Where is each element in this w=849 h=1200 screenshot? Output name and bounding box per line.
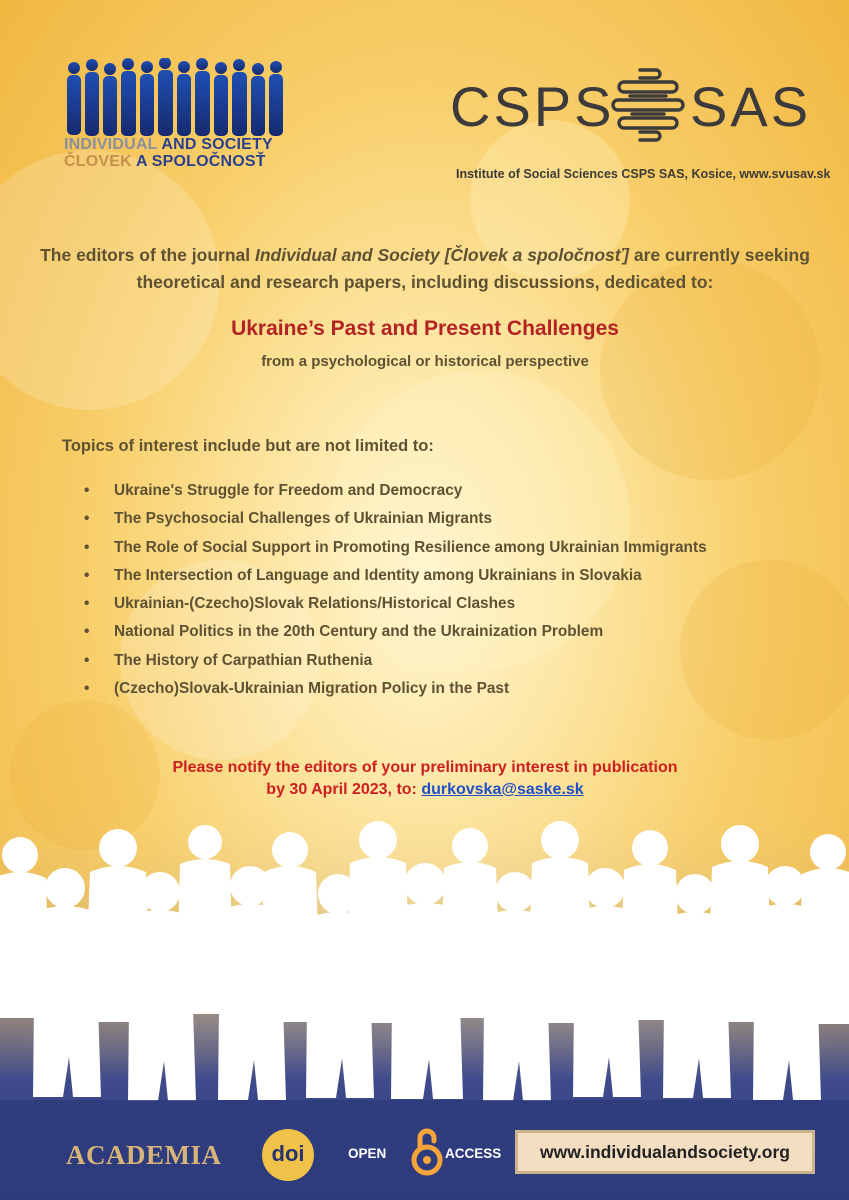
topic-item: • Ukraine's Struggle for Freedom and Democracy: [84, 482, 707, 510]
topic-item: • The Role of Social Support in Promoting Resilience among Ukrainian Immigrants: [84, 539, 707, 567]
logo-word-and-society: AND SOCIETY: [161, 136, 273, 153]
open-access-open: OPEN: [348, 1146, 387, 1161]
institute-logo: [450, 60, 812, 180]
logo-word-clovek: ČLOVEK: [64, 153, 132, 170]
notify-line2: [40, 779, 810, 801]
intro-part1: The editors of the journal: [40, 245, 255, 265]
email-link[interactable]: durkovska@saske.sk: [421, 781, 584, 798]
institute-logo-csps: CSPS: [450, 75, 615, 138]
logo-word-individual: INDIVIDUAL: [64, 136, 158, 153]
topic-item: • (Czecho)Slovak-Ukrainian Migration Policy in the Past: [84, 680, 707, 708]
doi-logo: [262, 1129, 314, 1181]
website-url-box[interactable]: [515, 1130, 815, 1174]
call-subtitle: from a psychological or historical perspective: [261, 353, 589, 370]
call-title: Ukraine’s Past and Present Challenges: [231, 317, 619, 340]
topics-intro: Topics of interest include but are not limited to:: [62, 437, 434, 455]
topics-list: [84, 482, 707, 708]
intro-part2: are currently seeking theoretical and research papers, including discussions, dedicated to:: [136, 245, 810, 292]
open-access-access: ACCESS: [445, 1146, 502, 1161]
institute-line: Institute of Social Sciences CSPS SAS, Kosice, www.svusav.sk: [456, 167, 831, 181]
academia-logo: ACADEMIA: [66, 1140, 222, 1170]
open-access-lock-icon: [411, 1126, 443, 1176]
website-url[interactable]: www.individualandsociety.org: [540, 1142, 790, 1162]
topic-item: • Ukrainian-(Czecho)Slovak Relations/Historical Clashes: [84, 595, 707, 623]
topic-item: • The Intersection of Language and Identity among Ukrainians in Slovakia: [84, 567, 707, 595]
doi-label: doi: [271, 1141, 305, 1166]
institute-logo-sas: SAS: [690, 75, 812, 138]
notify-line1: Please notify the editors of your preliminary interest in publication: [172, 759, 678, 776]
topic-item: • National Politics in the 20th Century and the Ukrainization Problem: [84, 623, 707, 651]
notify-deadline: by 30 April 2023, to:: [266, 781, 422, 798]
journal-logo-text: [64, 136, 273, 170]
topic-item: • The Psychosocial Challenges of Ukrainian Migrants: [84, 510, 707, 538]
topic-item: • The History of Carpathian Ruthenia: [84, 652, 707, 680]
journal-name-italic: Individual and Society [Človek a spoločnosť]: [254, 245, 629, 265]
brain-icon: [610, 64, 686, 144]
people-group-icon: [62, 58, 292, 138]
notify-block: [40, 757, 810, 801]
intro-paragraph: [40, 242, 810, 296]
logo-word-a-spolocnost: A SPOLOČNOSŤ: [135, 153, 266, 170]
